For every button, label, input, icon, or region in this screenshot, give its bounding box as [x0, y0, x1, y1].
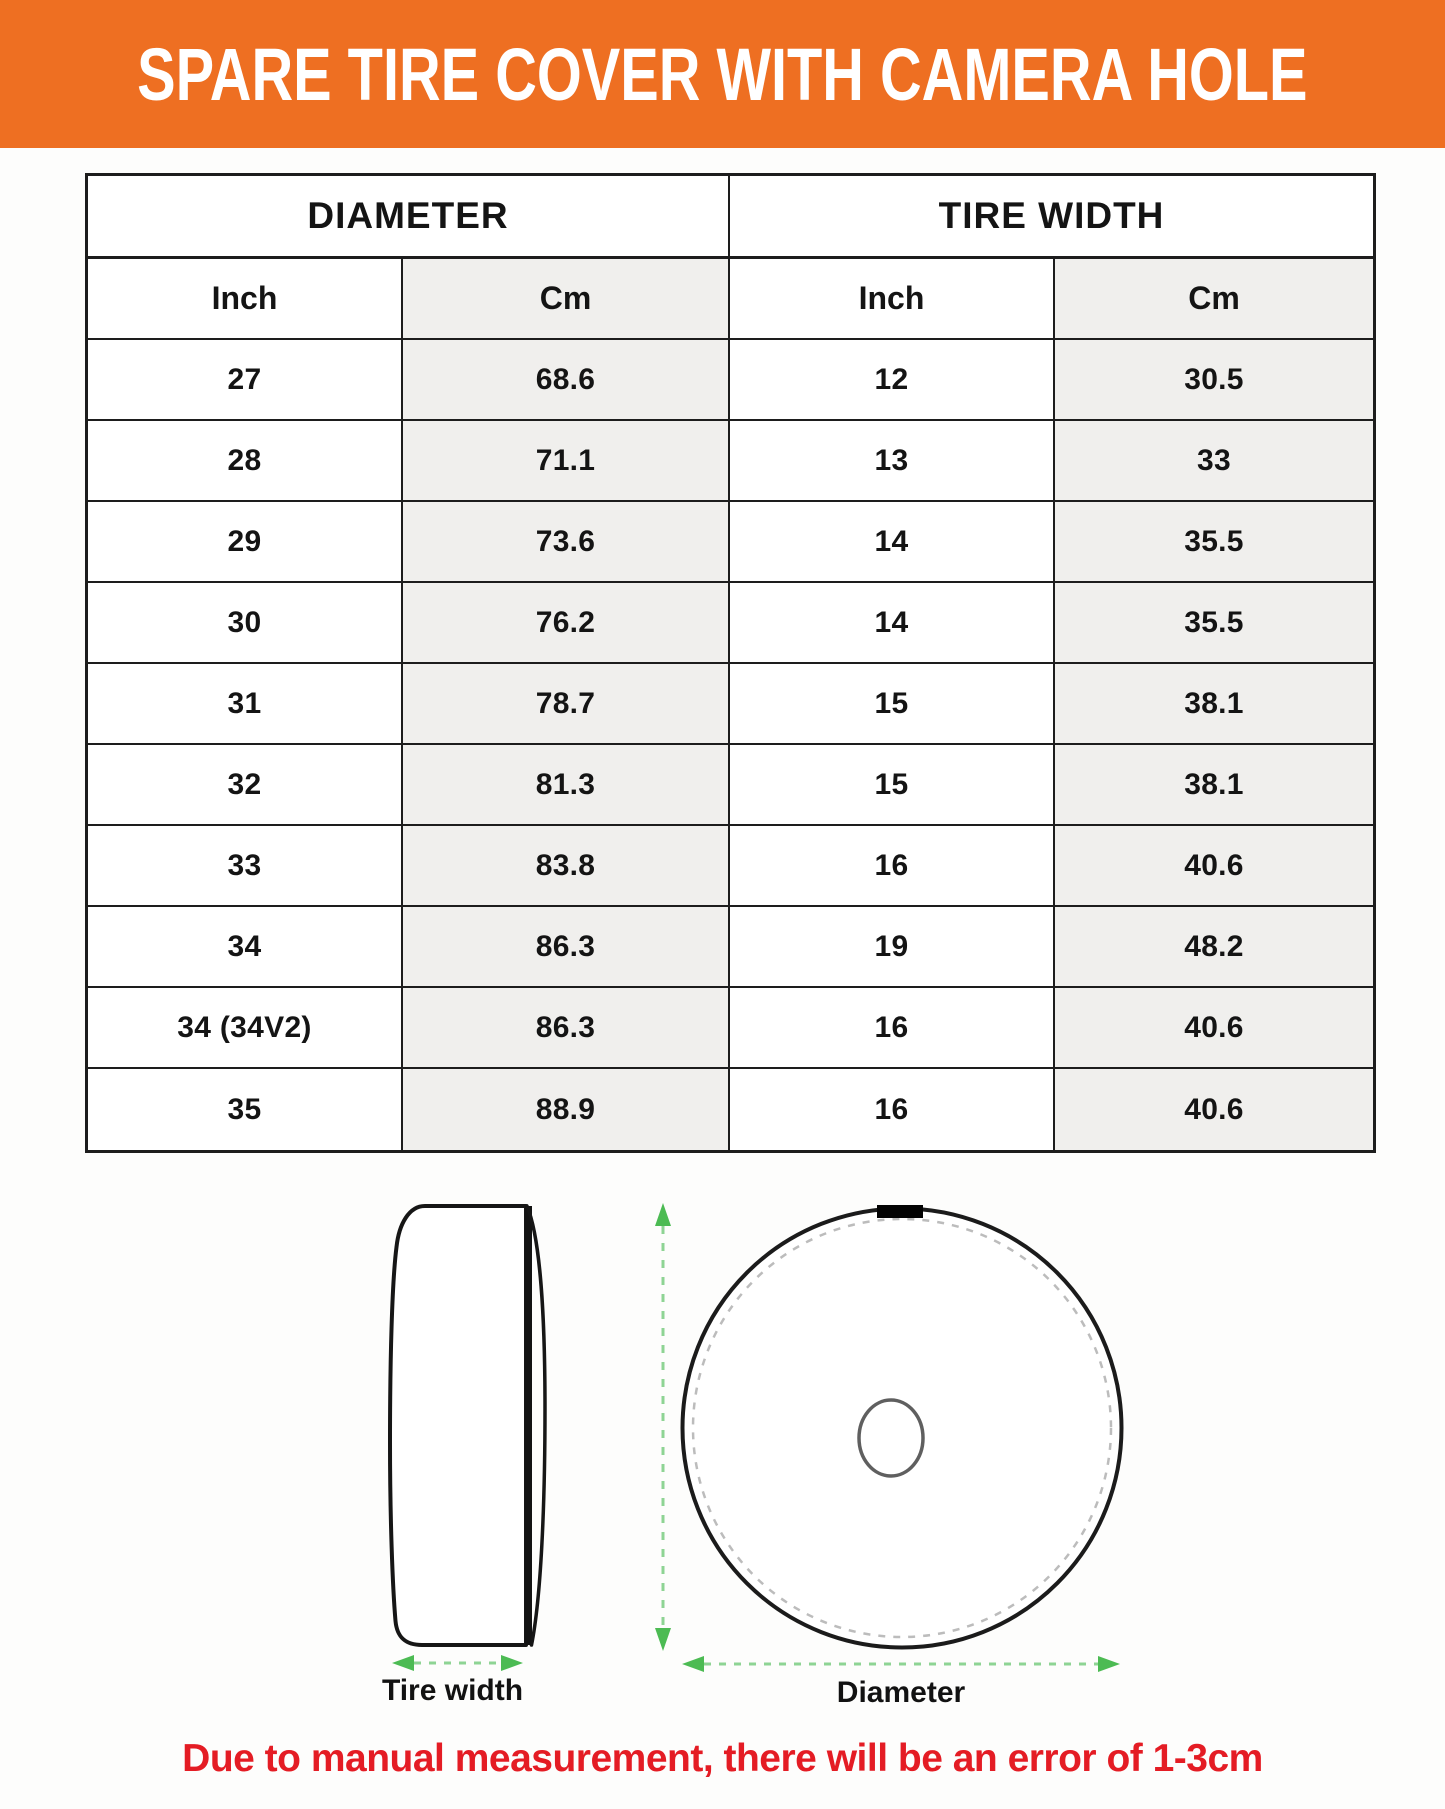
table-cell: 16 [730, 1069, 1055, 1150]
column-subheader: Cm [1055, 259, 1373, 340]
table-cell: 14 [730, 583, 1055, 664]
top-notch [877, 1205, 923, 1218]
table-cell: 13 [730, 421, 1055, 502]
camera-hole [859, 1400, 923, 1476]
tire-width-measure-arrow [392, 1655, 523, 1671]
table-cell: 32 [88, 745, 403, 826]
column-group-header: DIAMETER [88, 176, 730, 259]
table-cell: 16 [730, 826, 1055, 907]
table-cell: 34 (34V2) [88, 988, 403, 1069]
table-cell: 35 [88, 1069, 403, 1150]
table-cell: 33 [1055, 421, 1373, 502]
table-cell: 16 [730, 988, 1055, 1069]
table-cell: 73.6 [403, 502, 730, 583]
table-cell: 38.1 [1055, 745, 1373, 826]
measurement-error-note: Due to manual measurement, there will be an error of 1-3cm [182, 1737, 1263, 1780]
height-measure-arrow [655, 1203, 671, 1651]
table-cell: 28 [88, 421, 403, 502]
table-cell: 33 [88, 826, 403, 907]
table-cell: 86.3 [403, 907, 730, 988]
table-cell: 29 [88, 502, 403, 583]
table-cell: 30 [88, 583, 403, 664]
page-title: SPARE TIRE COVER WITH CAMERA HOLE [137, 32, 1308, 116]
table-cell: 88.9 [403, 1069, 730, 1150]
table-cell: 35.5 [1055, 583, 1373, 664]
title-banner [0, 0, 1445, 148]
tire-width-label: Tire width [381, 1674, 524, 1707]
column-subheader: Inch [88, 259, 403, 340]
table-cell: 35.5 [1055, 502, 1373, 583]
diameter-measure-arrow [682, 1656, 1120, 1672]
table-cell: 40.6 [1055, 1069, 1373, 1150]
diameter-label: Diameter [836, 1676, 966, 1709]
table-cell: 19 [730, 907, 1055, 988]
table-cell: 34 [88, 907, 403, 988]
size-table [85, 173, 1376, 1153]
table-cell: 40.6 [1055, 826, 1373, 907]
table-cell: 38.1 [1055, 664, 1373, 745]
table-cell: 27 [88, 340, 403, 421]
tire-side-view-drawing [390, 1206, 545, 1645]
table-cell: 86.3 [403, 988, 730, 1069]
table-cell: 12 [730, 340, 1055, 421]
table-cell: 30.5 [1055, 340, 1373, 421]
table-cell: 68.6 [403, 340, 730, 421]
table-cell: 81.3 [403, 745, 730, 826]
column-group-header: TIRE WIDTH [730, 176, 1373, 259]
tire-front-view-drawing [683, 1205, 1122, 1648]
column-subheader: Cm [403, 259, 730, 340]
table-cell: 76.2 [403, 583, 730, 664]
table-cell: 48.2 [1055, 907, 1373, 988]
table-cell: 78.7 [403, 664, 730, 745]
table-cell: 31 [88, 664, 403, 745]
tire-diagram [0, 1190, 1445, 1720]
table-cell: 15 [730, 664, 1055, 745]
table-cell: 15 [730, 745, 1055, 826]
table-cell: 83.8 [403, 826, 730, 907]
column-subheader: Inch [730, 259, 1055, 340]
table-cell: 14 [730, 502, 1055, 583]
table-cell: 71.1 [403, 421, 730, 502]
table-cell: 40.6 [1055, 988, 1373, 1069]
